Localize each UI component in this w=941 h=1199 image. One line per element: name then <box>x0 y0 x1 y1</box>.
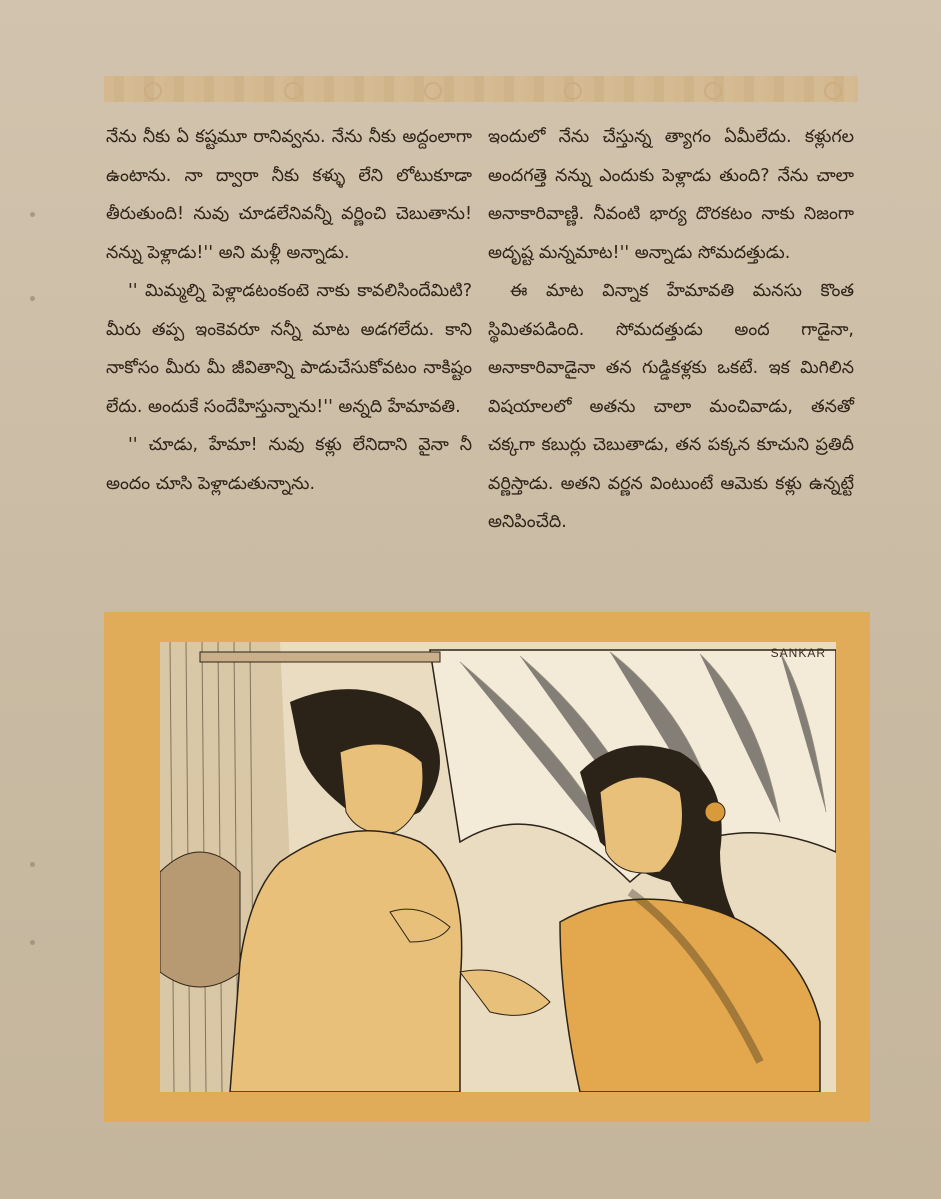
ornament <box>424 82 442 100</box>
binding-hole <box>30 940 35 945</box>
decorative-border-strip <box>104 76 858 102</box>
text-column-left <box>106 118 472 503</box>
binding-hole <box>30 862 35 867</box>
illustration-frame <box>104 612 870 1122</box>
paragraph: ఈ మాట విన్నాక హేమావతి మనసు కొంత స్థిమితపడింది. సోమదత్తుడు అంద గాడైనా, అనాకారివాడైనా తన గుడ్డికళ్లకు ఒకటే. ఇక మిగిలిన విషయాలలో అతను చాలా మంచివాడు, తనతో చక్కగా కబుర్లు చెబుతాడు, తన పక్కన కూచుని ప్రతిదీ వర్ణిస్తాడు. అతని వర్ణన వింటుంటే ఆమెకు కళ్లు ఉన్నట్టే అనిపించేది. <box>488 281 854 532</box>
ornament <box>284 82 302 100</box>
binding-hole <box>30 212 35 217</box>
binding-hole <box>30 296 35 301</box>
paragraph: నేను నీకు ఏ కష్టమూ రానివ్వను. నేను నీకు అద్దంలాగా ఉంటాను. నా ద్వారా నీకు కళ్ళు లేని లోటుకూడా తీరుతుంది! నువు చూడలేనివన్నీ వర్ణించి చెబుతాను! నన్ను పెళ్లాడు!'' అని మళ్లీ అన్నాడు. <box>106 127 472 263</box>
artist-signature: SANKAR <box>770 646 826 660</box>
ornament <box>704 82 722 100</box>
ornament <box>824 82 842 100</box>
ornament <box>144 82 162 100</box>
paragraph: ఇందులో నేను చేస్తున్న త్యాగం ఏమీలేదు. కళ్లుగల అందగత్తె నన్ను ఎందుకు పెళ్లాడు తుంది? నేను చాలా అనాకారివాణ్ణి. నీవంటి భార్య దొరకటం నాకు నిజంగా అదృష్ట మన్నమాట!'' అన్నాడు సోమదత్తుడు. <box>488 127 854 263</box>
paragraph: '' చూడు, హేమా! నువు కళ్లు లేనిదాని వైనా నీ అందం చూసి పెళ్లాడుతున్నాను. <box>106 435 472 494</box>
ornament <box>564 82 582 100</box>
illustration <box>160 642 836 1092</box>
paragraph: '' మిమ్మల్ని పెళ్లాడటంకంటె నాకు కావలిసిందేమిటి? మీరు తప్ప ఇంకెవరూ నన్నీ మాట అడగలేదు. కాని నాకోసం మీరు మీ జీవితాన్ని పాడుచేసుకోవటం నాకిష్టం లేదు. అందుకే సందేహిస్తున్నాను!'' అన్నది హేమావతి. <box>106 281 472 417</box>
text-column-right <box>488 118 854 542</box>
illustration-drawing <box>160 642 836 1092</box>
